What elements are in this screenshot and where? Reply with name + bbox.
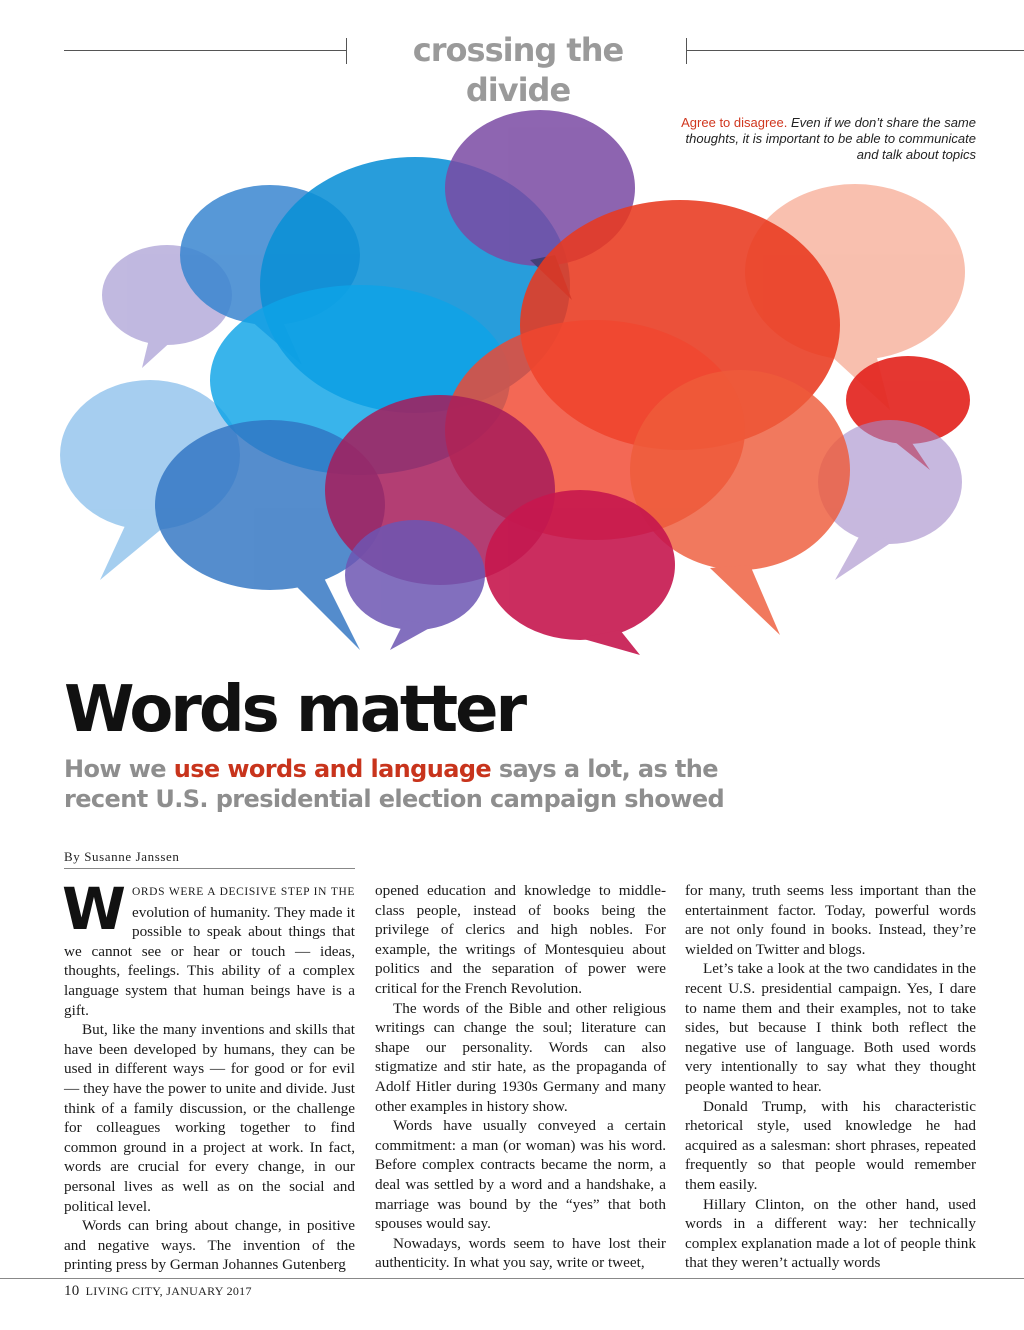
bubble-purple-bottom [345, 520, 485, 650]
paragraph-1 [62, 875, 355, 1020]
paragraph-1-text: evolution of humanity. They made it possible to speak about things that we cannot see or hear or touch — ideas, thoughts, feelings. This ability of a complex language system that human beings have is a gift. [64, 903, 355, 1019]
section-rule-right [686, 50, 1024, 51]
paragraph-8: Donald Trump, with his characteristic rhetorical style, used knowledge he had acquired as a salesman: short phrases, repeated frequently so that people would remember them easily. [685, 1097, 976, 1193]
paragraph-7: Let’s take a look at the two candidates in the recent U.S. presidential campaign. Yes, I dare to name them and their examples, not to take sides, but because I think both reflect the negative use of language. Both used words very intentionally to say what they thought people wanted to hear. [685, 960, 976, 1095]
speech-bubbles-illustration [60, 110, 980, 665]
headline: Words matter [64, 673, 525, 747]
article-column-1 [62, 875, 355, 1275]
section-tick-left [346, 38, 347, 64]
lead-smallcaps: ORDS WERE A DECISIVE STEP IN THE [131, 886, 355, 898]
deck-pre: How we [64, 755, 174, 783]
paragraph-2: But, like the many inventions and skills that have been developed by humans, they can be used in different ways — for good or for evil — they have the power to unite and divide. Just think of a family discussion, or the challenge for colleagues working together to find common ground in a project at work. In fact, words are crucial for every change, in our personal lives as well as on the social and political level. [64, 1021, 355, 1215]
page-number: 10 [64, 1283, 80, 1299]
article-column-3 [685, 881, 976, 1273]
paragraph-6-continued: for many, truth seems less important than the entertainment factor. Today, powerful words are not only found in books. Instead, they’re wielded on Twitter and blogs. [685, 882, 976, 958]
article-column-2 [375, 881, 666, 1273]
section-tick-right [686, 38, 687, 64]
paragraph-9: Hillary Clinton, on the other hand, used words in a different way: her technically complex explanation made a lot of people think that they weren’t actually words [685, 1195, 976, 1272]
section-title: crossing the divide [412, 31, 624, 109]
caption-text: Even if we don’t share the same thoughts, it is important to be able to communicate and talk about topics [685, 115, 976, 162]
caption-lead: Agree to disagree. [681, 115, 788, 130]
footer-rule [0, 1278, 1024, 1279]
section-rule-left [64, 50, 346, 51]
bubble-crimson-bottom [485, 490, 675, 655]
deck-post: says a lot, as the recent U.S. presidential election campaign showed [64, 755, 725, 813]
publication-name: LIVING CITY, JANUARY 2017 [85, 1284, 252, 1298]
byline: By Susanne Janssen [64, 849, 355, 869]
paragraph-6: Nowadays, words seem to have lost their authenticity. In what you say, write or tweet, [375, 1234, 666, 1272]
subheadline [64, 754, 784, 814]
drop-cap: W [62, 875, 126, 943]
page-footer [64, 1283, 252, 1300]
paragraph-4: The words of the Bible and other religious writings can change the soul; literature can shape our personality. Words can also stigmatize and stir hate, as the propaganda of Adolf Hitler during 1930s Germany and many other examples in history show. [375, 999, 666, 1115]
paragraph-3: Words can bring about change, in positive and negative ways. The invention of the printing press by German Johannes Gutenberg [64, 1217, 355, 1274]
paragraph-3-continued: opened education and knowledge to middle-class people, instead of books being the privilege of clerics and high nobles. For example, the writings of Montesquieu about politics and the separation of power were critical for the French Revolution. [375, 882, 666, 997]
paragraph-5: Words have usually conveyed a certain commitment: a man (or woman) was his word. Before complex contracts became the norm, a deal was settled by a word and a handshake, a marriage was bound by the “yes” that both spouses would say. [375, 1117, 666, 1233]
deck-highlight: use words and language [173, 755, 492, 783]
